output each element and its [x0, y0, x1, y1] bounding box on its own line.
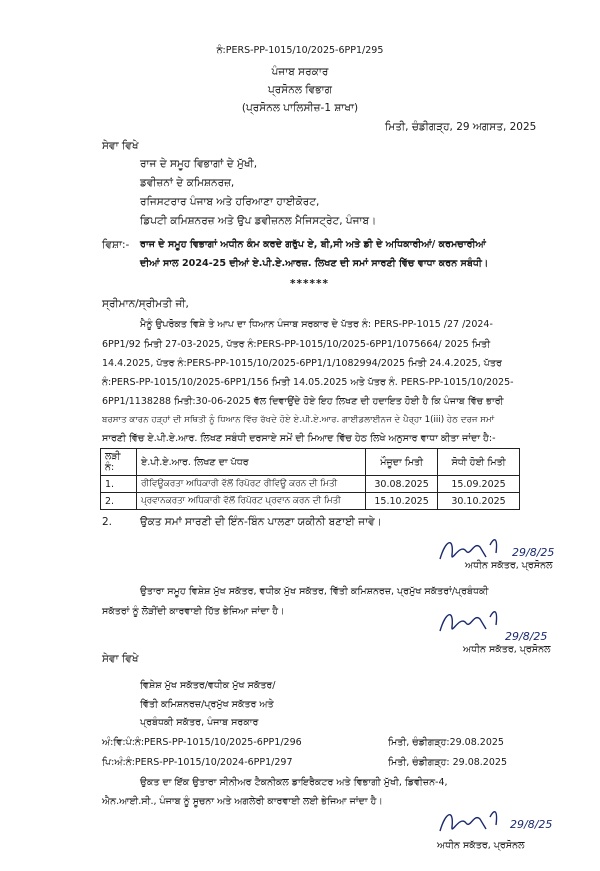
to-label: ਸੇਵਾ ਵਿਖੇ: [102, 653, 139, 665]
table-cell: 2.: [101, 493, 137, 510]
table-cell: 30.10.2025: [438, 493, 520, 510]
endorsement-date: ਮਿਤੀ, ਚੰਡੀਗੜ੍ਹ: 29.08.2025: [388, 757, 507, 768]
table-cell: 30.08.2025: [366, 476, 438, 493]
signature-date: 29/8/25: [512, 546, 555, 559]
signatory-designation: ਅਧੀਨ ਸਕੱਤਰ, ਪ੍ਰਸੋਨਲ: [463, 644, 551, 655]
signatory-designation: ਅਧੀਨ ਸਕੱਤਰ, ਪ੍ਰਸੋਨਲ: [437, 840, 525, 851]
table-row: [101, 493, 520, 510]
table-cell: ਪ੍ਰਵਾਨਕਰਤਾ ਅਧਿਕਾਰੀ ਵੱਲੋਂ ਰਿਪੋਰਟ ਪ੍ਰਵਾਨ ਕਰਨ ਦੀ ਮਿਤੀ: [136, 493, 365, 510]
signature-date: 29/8/25: [510, 818, 553, 831]
para2-number: 2.: [102, 516, 113, 528]
date-revision-table: [100, 448, 520, 510]
copy1-line: ਉਤਾਰਾ ਸਮੂਹ ਵਿਸ਼ੇਸ਼ ਮੁੱਖ ਸਕੱਤਰ, ਵਧੀਕ ਮੁੱਖ ਸਕੱਤਰ, ਵਿੱਤੀ ਕਮਿਸ਼ਨਰਜ਼, ਪ੍ਰਮੁੱਖ ਸਕੱਤਰਾਂ/ਪ੍ਰਬੰਧਕੀ: [140, 586, 489, 597]
copy2-line: ਐਨ.ਆਈ.ਸੀ., ਪੰਜਾਬ ਨੂੰ ਸੂਚਨਾ ਅਤੇ ਅਗਲੇਰੀ ਕਾਰਵਾਈ ਲਈ ਭੇਜਿਆ ਜਾਂਦਾ ਹੈ।: [102, 796, 383, 807]
recipient-line: ਪ੍ਰਬੰਧਕੀ ਸਕੱਤਰ, ਪੰਜਾਬ ਸਰਕਾਰ: [140, 717, 259, 728]
to-label: ਸੇਵਾ ਵਿਖੇ: [102, 140, 139, 152]
table-row: [101, 476, 520, 493]
table-header-row: [101, 449, 520, 476]
table-cell: 15.10.2025: [366, 493, 438, 510]
recipient-line: ਡਵੀਜ਼ਨਾਂ ਦੇ ਕਮਿਸ਼ਨਰਜ਼,: [140, 177, 235, 189]
recipient-line: ਵਿਸ਼ੇਸ਼ ਮੁੱਖ ਸਕੱਤਰ/ਵਧੀਕ ਮੁੱਖ ਸਕੱਤਰ/: [140, 680, 276, 691]
table-cell: ਰੀਵਿਊਕਰਤਾ ਅਧਿਕਾਰੀ ਵੱਲੋਂ ਰਿਪੋਰਟ ਰੀਵਿਊ ਕਰਨ ਦੀ ਮਿਤੀ: [136, 476, 365, 493]
subject-label: ਵਿਸ਼ਾ:-: [102, 239, 130, 251]
para2-text: ਉਕਤ ਸਮਾਂ ਸਾਰਣੀ ਦੀ ਇੰਨ-ਬਿੰਨ ਪਾਲਣਾ ਯਕੀਨੀ ਬਣਾਈ ਜਾਵੇ।: [140, 516, 382, 528]
signatory-designation: ਅਧੀਨ ਸਕੱਤਰ, ਪ੍ਰਸੋਨਲ: [465, 560, 553, 571]
table-header-cell: ਲੜੀ ਨੰ:: [101, 449, 137, 476]
signature-date: 29/8/25: [505, 630, 548, 643]
salutation: ਸ੍ਰੀਮਾਨ/ਸ੍ਰੀਮਤੀ ਜੀ,: [102, 298, 189, 310]
recipient-line: ਵਿੱਤੀ ਕਮਿਸ਼ਨਰਜ਼/ਪ੍ਰਮੁੱਖ ਸਕੱਤਰ ਅਤੇ: [140, 699, 274, 710]
copy2-line: ਉਕਤ ਦਾ ਇੱਕ ਉਤਾਰਾ ਸੀਨੀਅਰ ਟੈਕਨੀਕਲ ਡਾਇਰੈਕਟਰ ਅਤੇ ਵਿਭਾਗੀ ਮੁੱਖੀ, ਡਿਵੀਜ਼ਨ-4,: [140, 777, 448, 788]
table-cell: 15.09.2025: [438, 476, 520, 493]
endorsement-number: ਅੰ:ਵਿ:ਪੰ:ਨੰ:PERS-PP-1015/10/2025-6PP1/296: [102, 737, 302, 748]
body-line: 6PP1/92 ਮਿਤੀ 27-03-2025, ਪੱਤਰ ਨੰ:PERS-PP-1015/10/2025-6PP1/1075664/ 2025 ਮਿਤੀ: [102, 339, 491, 350]
branch-name: (ਪ੍ਰਸੋਨਲ ਪਾਲਿਸੀਜ਼-1 ਸ਼ਾਖਾ): [241, 102, 359, 114]
body-line: 6PP1/1138288 ਮਿਤੀ:30-06-2025 ਵੱਲ ਦਿਵਾਉਂਦੇ ਹੋਏ ਇਹ ਲਿਖਣ ਦੀ ਹਦਾਇਤ ਹੋਈ ਹੈ ਕਿ ਪੰਜਾਬ ਵਿੱਚ ਭਾਰੀ: [102, 396, 504, 407]
recipient-line: ਰਜਿਸਟਰਾਰ ਪੰਜਾਬ ਅਤੇ ਹਰਿਆਣਾ ਹਾਈਕੋਰਟ,: [140, 196, 320, 208]
department-name: ਪ੍ਰਸੋਨਲ ਵਿਭਾਗ: [268, 84, 332, 96]
subject-line: ਰਾਜ ਦੇ ਸਮੂਹ ਵਿਭਾਗਾਂ ਅਧੀਨ ਕੰਮ ਕਰਦੇ ਗਰੁੱਪ ਏ, ਬੀ,ਸੀ ਅਤੇ ਡੀ ਦੇ ਅਧਿਕਾਰੀਆਂ/ ਕਰਮਚਾਰੀਆਂ: [140, 239, 486, 250]
memo-number: ਨੰ:PERS-PP-1015/10/2025-6PP1/295: [216, 45, 384, 56]
body-line: ਬਰਸਾਤ ਕਾਰਨ ਹੜ੍ਹਾਂ ਦੀ ਸਥਿਤੀ ਨੂੰ ਧਿਆਨ ਵਿੱਚ ਰੱਖਦੇ ਹੋਏ ਏ.ਪੀ.ਏ.ਆਰ. ਗਾਈਡਲਾਈਨਜ ਦੇ ਪੈਰ੍ਹਾ 1(iii) ਹੇਠ ਦਰਜ ਸਮਾਂ: [102, 415, 495, 425]
subject-line: ਦੀਆਂ ਸਾਲ 2024-25 ਦੀਆਂ ਏ.ਪੀ.ਏ.ਆਰਜ਼. ਲਿਖਣ ਦੀ ਸਮਾਂ ਸਾਰਣੀ ਵਿੱਚ ਵਾਧਾ ਕਰਨ ਸਬੰਧੀ।: [140, 258, 489, 269]
body-line: ਸਾਰਣੀ ਵਿੱਚ ਏ.ਪੀ.ਏ.ਆਰ. ਲਿਖਣ ਸਬੰਧੀ ਦਰਸਾਏ ਸਮੇਂ ਦੀ ਮਿਆਦ ਵਿੱਚ ਹੇਠ ਲਿਖੇ ਅਨੁਸਾਰ ਵਾਧਾ ਕੀਤਾ ਜਾਂਦਾ ਹੈ:-: [102, 433, 496, 444]
table-header-cell: ਮੌਜੂਦਾ ਮਿਤੀ: [366, 449, 438, 476]
date-line: ਮਿਤੀ, ਚੰਡੀਗੜ੍ਹ, 29 ਅਗਸਤ, 2025: [385, 121, 537, 133]
table-cell: 1.: [101, 476, 137, 493]
endorsement-date: ਮਿਤੀ, ਚੰਡੀਗੜ੍ਹ:29.08.2025: [388, 737, 504, 748]
government-name: ਪੰਜਾਬ ਸਰਕਾਰ: [271, 66, 329, 78]
subject-separator: ******: [290, 278, 329, 290]
body-line: 14.4.2025, ਪੱਤਰ ਨੰ:PERS-PP-1015/10/2025-6PP1/1/1082994/2025 ਮਿਤੀ 24.4.2025, ਪੱਤਰ: [102, 358, 502, 369]
endorsement-number: ਪਿ:ਅੰ:ਨੰ:PERS-PP-1015/10/2024-6PP1/297: [102, 757, 293, 768]
table-header-cell: ਸੋਧੀ ਹੋਈ ਮਿਤੀ: [438, 449, 520, 476]
copy1-line: ਸਕੱਤਰਾਂ ਨੂੰ ਲੋੜੀਂਦੀ ਕਾਰਵਾਈ ਹਿੱਤ ਭੇਜਿਆ ਜਾਂਦਾ ਹੈ।: [102, 606, 285, 617]
recipient-line: ਰਾਜ ਦੇ ਸਮੂਹ ਵਿਭਾਗਾਂ ਦੇ ਮੁੱਖੀ,: [140, 158, 258, 170]
recipient-line: ਡਿਪਟੀ ਕਮਿਸ਼ਨਰਜ਼ ਅਤੇ ਉਪ ਡਵੀਜ਼ਨਲ ਮੈਜਿਸਟ੍ਰੇਟ, ਪੰਜਾਬ।: [140, 215, 377, 227]
body-line: ਨੰ:PERS-PP-1015/10/2025-6PP1/156 ਮਿਤੀ 14.05.2025 ਅਤੇ ਪੱਤਰ ਨੰ. PERS-PP-1015/10/2025-: [102, 377, 514, 388]
body-line: ਮੈਨੂੰ ਉਪਰੋਕਤ ਵਿਸ਼ੇ ਤੇ ਆਪ ਦਾ ਧਿਆਨ ਪੰਜਾਬ ਸਰਕਾਰ ਦੇ ਪੱਤਰ ਨੰ: PERS-PP-1015 /27 /2024-: [140, 319, 493, 330]
table-header-cell: ਏ.ਪੀ.ਏ.ਆਰ. ਲਿਖਣ ਦਾ ਪੱਧਰ: [136, 449, 365, 476]
